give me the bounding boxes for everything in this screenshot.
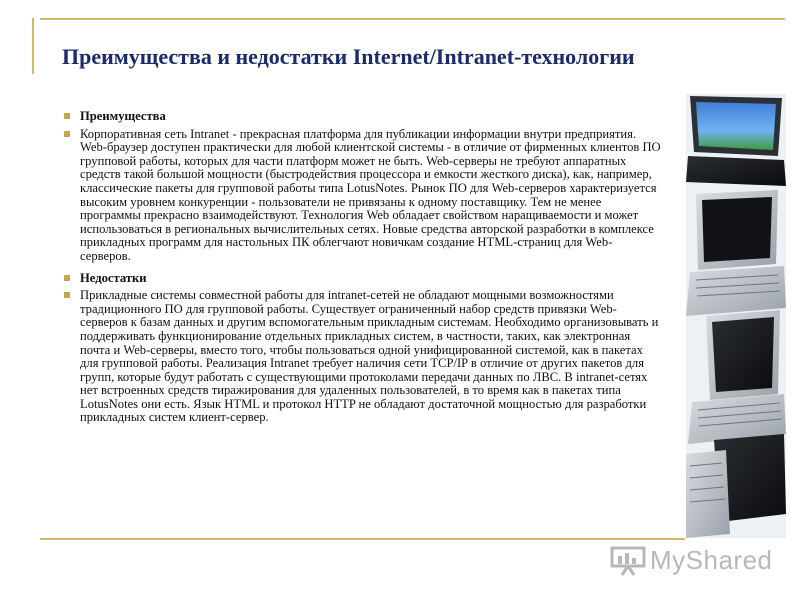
frame-bottom-line [40, 538, 685, 540]
advantages-heading: Преимущества [80, 109, 166, 123]
slide-title: Преимущества и недостатки Internet/Intranet-технологии [62, 44, 635, 69]
square-bullet-icon [64, 113, 70, 119]
laptops-illustration-icon [686, 94, 786, 538]
watermark [610, 540, 773, 580]
slide-content [62, 110, 662, 429]
square-bullet-icon [64, 275, 70, 281]
disadvantages-text: Прикладные системы совместной работы для intranet-сетей не обладают мощными возможностями традиционного ПО для групповой работы. Существует ограниченный набор средств привязки Web-серверов к базам данных и другим вспомогательным прикладным системам. Необходимо организовывать и поддерживать функционирование отдельных прикладных систем, в частности, таких, как электронная почта и Web-серверы, вместо того, чтобы пользоваться одной унифицированной системой, как в пакетах для групповой работы. Реализация Intranet требует наличия сети TCP/IP в отличие от других пакетов для групп, которые будут работать с существующими протоколами передачи данных по ЛВС. В intranet-сетях нет встроенных средств тиражирования для удаленных пользователей, в то время как в пакетах типа LotusNotes они есть. Язык HTML и протокол HTTP не обладают достаточной мощностью для разработки прикладных систем клиент-сервер. [80, 288, 659, 425]
bullet-disadvantages-text [62, 289, 662, 425]
bullet-advantages-heading [62, 110, 662, 124]
bullet-disadvantages-heading [62, 272, 662, 286]
bullet-advantages-text [62, 128, 662, 264]
laptops-image [686, 94, 786, 538]
square-bullet-icon [64, 131, 70, 137]
frame-top-line [40, 18, 785, 20]
advantages-text: Корпоративная сеть Intranet - прекрасная платформа для публикации информации внутри предприятия. Web-браузер доступен практически для любой клиентской системы - в отличие от фирменных клиентов ПО групповой работы, которых для части платформ может не быть. Web-серверы не требуют аппаратных средств такой большой мощности (быстродействия процессора и емкости жесткого диска), как, например, классические пакеты для групповой работы типа LotusNotes. Рынок ПО для Web-серверов характеризуется высоким уровнем конкуренции - пользователи не привязаны к одному поставщику. Тем не менее программы прекрасно взаимодействуют. Технология Web обладает свойством наращиваемости и может использоваться в региональных вычислительных сетях. Новые средства авторской разработки в комплексе прикладных программ для настольных ПК облегчают новичкам создание HTML-страниц для Web-серверов. [80, 126, 661, 263]
presentation-board-icon [610, 544, 646, 576]
square-bullet-icon [64, 292, 70, 298]
frame-left-line [32, 18, 34, 74]
disadvantages-heading: Недостатки [80, 270, 147, 285]
watermark-text: MyShared [650, 544, 773, 575]
